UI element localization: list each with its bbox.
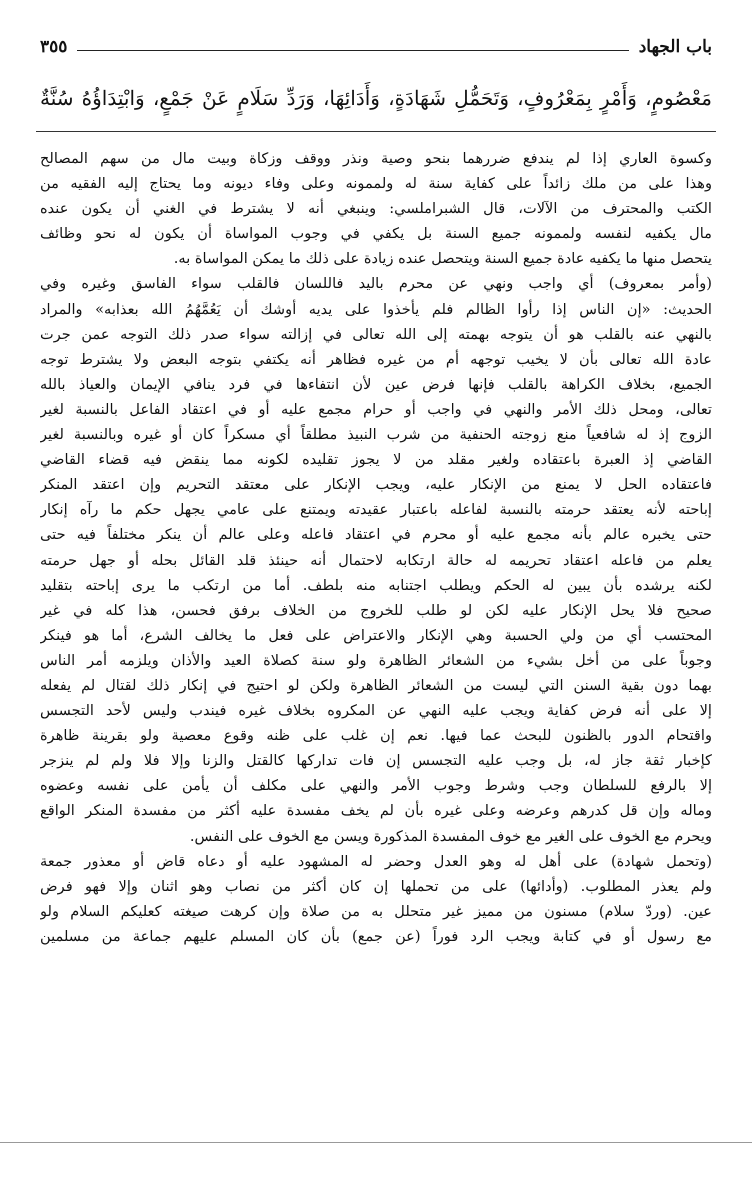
commentary-line: (وأمر بمعروف) أي واجب ونهي عن محرم باليد فاللسان فالقلب سواء الفاسق وغيره وفي	[40, 275, 712, 293]
header-rule	[77, 50, 628, 51]
commentary-line: واقتحام الدور بالظنون للبحث عما فيها. نعم إن غلب على ظنه وقوع معصية ولو بقرينة ظاهرة	[40, 727, 712, 745]
commentary-line: مال يكفيه لنفسه ولممونه جميع السنة بل يكفي في وجوب المواساة أن يكون له نحو وظائف	[40, 225, 712, 243]
commentary-line: فاعتقاده الحل لا يمنع من الإنكار عليه، ويجب الإنكار على معتقد التحريم وإن اعتقد المنكر	[40, 476, 712, 494]
commentary-line: (وتحمل شهادة) على أهل له وهو العدل وحضر له المشهود عليه أو دعاه قاض أو معذور جمعة	[40, 852, 712, 870]
commentary-line: تعالى، ومحل ذلك الأمر والنهي في واجب أو حرام مجمع عليه أو في اعتقاد الفاعل بالنسبة لغير	[40, 400, 712, 418]
commentary-line: ويحرم مع الخوف على الغير مع خوف المفسدة المذكورة ويسن مع الخوف على النفس.	[189, 827, 712, 845]
commentary-line: بالنهي عنه بالقلب هو أن يتوجه بهمته إلى الله تعالى في إزالته سواء صدر ذلك التوجه عمن جرت	[40, 325, 712, 343]
commentary-line: حتى يخبره عالم بأنه مجمع عليه أو محرم في اعتقاد فاعله وعلى عالم أن ينكر مختلفاً فيه حتى	[40, 526, 712, 544]
commentary-line: عادة الله تعالى بأن لا يخيب توجهه أم من غيره فظاهر أنه يكتفي بتوجه البعض ولا يشترط توجه	[40, 350, 712, 368]
commentary-line: يتحصل منها ما يكفيه عادة جميع السنة ويتحصل عنده زيادة على ذلك ما يمكن المواساة به.	[173, 250, 712, 268]
commentary-line: وماله وإن قل كدرهم وعرضه وعلى غيره بأن لم يخف مفسدة عليه أكثر من مفسدة المنكر الواقع	[40, 802, 712, 820]
commentary-line: كإخبار ثقة جاز له، بل وجب عليه التجسس إن فات تداركها كالقتل والزنا وإلا فلا ولم لم ينزجر	[40, 752, 712, 770]
commentary-line: الزوج إذ له شافعياً منع زوجته الحنفية من شرب النبيذ مطلقاً أي مسكراً كان أو غيره وبالنسبة لغير	[40, 426, 712, 444]
commentary-line: لكنه يرشده بأن يبين له الحكم ويطلب اجتنابه منه بلطف. أما من ارتكب ما يرى إباحته بتقليد	[40, 576, 712, 594]
matn-text: مَعْصُومٍ، وَأَمْرٍ بِمَعْرُوفٍ، وَتَحَمُّلِ شَهَادَةٍ، وَأَدَائِهَا، وَرَدِّ سَلَامٍ عَنْ جَمْعٍ، وَابْتِدَاؤُهُ سُنَّةٌ	[40, 86, 712, 110]
commentary-block	[40, 146, 712, 949]
commentary-line: إلا بالرفع للسلطان وجب وشرط وجوب الأمر والنهي على مكلف أن يأمن على نفسه وعضوه	[40, 777, 712, 795]
running-header	[40, 34, 712, 60]
page-number: ٣٥٥	[40, 37, 68, 57]
chapter-title: باب الجهاد	[638, 37, 712, 57]
commentary-line: المحتسب أي من ولي الحسبة وهي الإنكار والاعتراض على فعل ما يخالف الشرع، أما هو فينكر	[40, 626, 712, 644]
commentary-line: ولم يعذر المطلوب. (وأدائها) على من تحملها إن كان أكثر من نصاب وهو اثنان وإلا فهو فرض	[40, 877, 712, 895]
commentary-line: الكتب والمحترف من الآلات، قال الشبراملسي: وينبغي أنه لا يشترط في الغني أن يكون عنده	[40, 200, 712, 218]
commentary-line: بهما دون بقية السنن التي ليست من الشعائر الظاهرة ولكن لو احتيج في إنكار ذلك لقتال لم يفعله	[40, 676, 712, 694]
commentary-line: وهذا على من ملك زائداً على كفاية سنة له ولممونه وعلى وفاء ديونه وما يحتاج إليه الفقيه من	[40, 175, 712, 193]
commentary-line: إباحته لأنه يعتقد حرمته بالنسبة لفاعله باعتبار عقيدته ويمتنع على عامي يجهل حكم ما رآه إنكار	[40, 501, 712, 519]
commentary-line: صحيح فلا يحل الإنكار عليه لكن لو طلب للخروج من الخلاف برفق فحسن، هذا كله في غير	[40, 601, 712, 619]
page-bottom-rule	[0, 1142, 752, 1143]
commentary-line: الحديث: «إن الناس إذا رأوا الظالم فلم يأخذوا على يديه أوشك أن يَعُمَّهُمُ الله بعذابه» والمراد	[40, 300, 712, 318]
matn-separator-rule	[36, 131, 716, 132]
commentary-line: القاضي إذ العبرة باعتقاده ولغير مقلد من لا يجوز تقليده لكونه مما ينقض فيه قضاء القاضي	[40, 451, 712, 469]
commentary-line: إلا على أنه فرض كفاية ويجب عليه النهي عن المكروه بخلاف غيره فيندب وليس لأحد التجسس	[40, 702, 712, 720]
commentary-line: مع رسول أو في كتابة ويجب الرد فوراً (عن جمع) بأن كان المسلم عليهم جماعة من مسلمين	[40, 927, 712, 945]
commentary-line: الجميع، بخلاف الكراهة بالقلب فإنها فرض عين لأن انتفاءها في فرد ينافي الإيمان والعياذ بالله	[40, 375, 712, 393]
commentary-line: عين. (وردّ سلام) مسنون من مميز غير متحلل به من صلاة وإن كرهت صيغته كعليكم السلام ولو	[40, 902, 712, 920]
commentary-line: وجوباً على من أخل بشيء من الشعائر الظاهرة ولو سنة كصلاة العيد والأذان ويلزمه أمر الناس	[40, 651, 712, 669]
commentary-line: وكسوة العاري إذا لم يندفع ضررهما بنحو وصية ونذر ووقف وزكاة وبيت مال من سهم المصالح	[40, 150, 712, 167]
commentary-line: يعلم من فاعله اعتقاد تحريمه له حالة ارتكابه لاحتمال أنه حينئذ قلد القائل بحله أو جهل حرمته	[40, 551, 712, 569]
